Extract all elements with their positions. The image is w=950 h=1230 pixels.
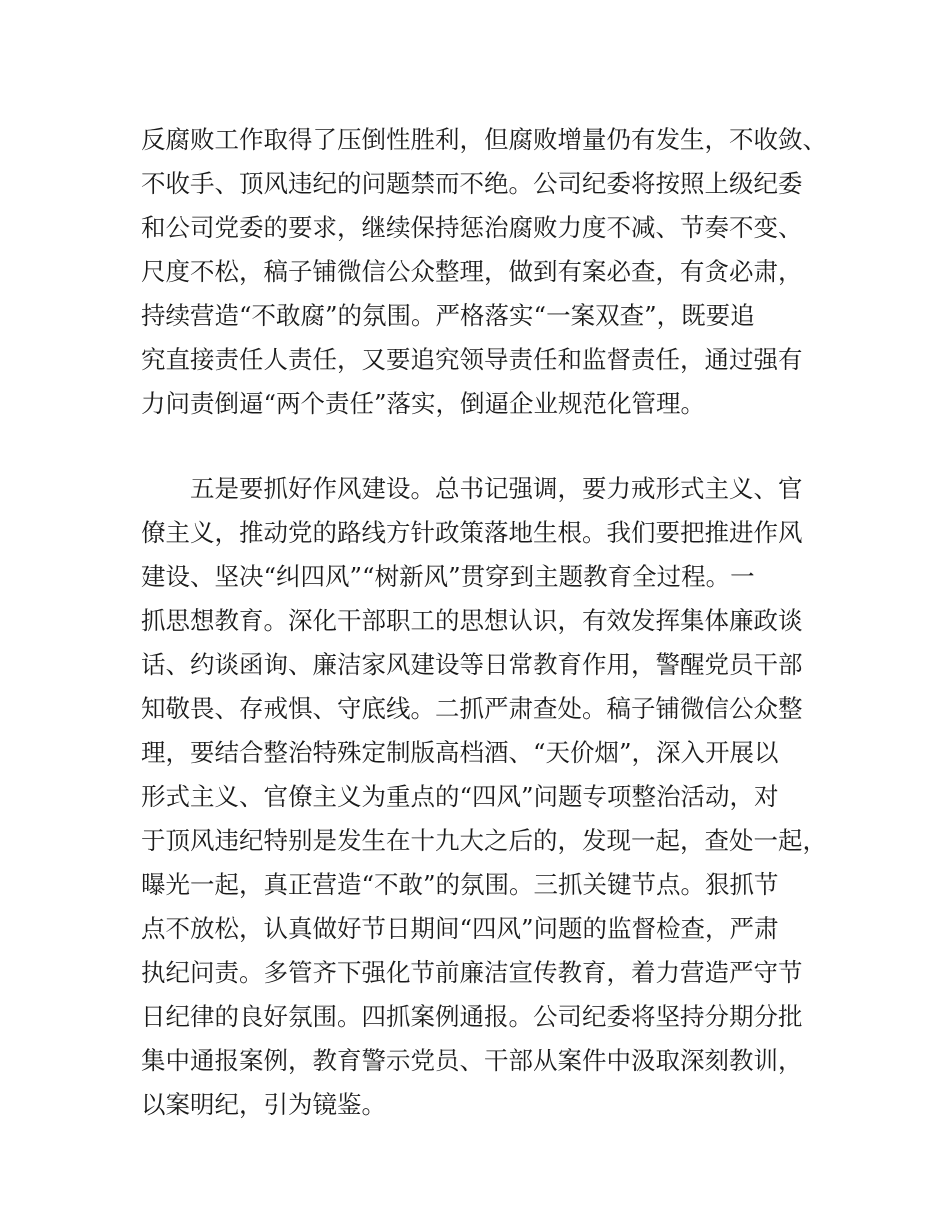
text-line: 五是要抓好作风建设。总书记强调，要力戒形式主义、官 — [190, 474, 803, 503]
text-line: 建设、坚决“纠四风”“树新风”贯穿到主题教育全过程。一 — [141, 562, 755, 591]
text-line: 和公司党委的要求，继续保持惩治腐败力度不减、节奏不变、 — [141, 213, 803, 242]
text-line: 以案明纪，引为镜鉴。 — [141, 1090, 386, 1119]
text-line: 点不放松，认真做好节日期间“四风”问题的监督检查，严肃 — [141, 914, 779, 943]
text-line: 理，要结合整治特殊定制版高档酒、“天价烟”，深入开展以 — [141, 738, 779, 767]
text-line: 抓思想教育。深化干部职工的思想认识，有效发挥集体廉政谈 — [141, 606, 803, 635]
text-line: 持续营造“不敢腐”的氛围。严格落实“一案双查”，既要追 — [141, 301, 755, 330]
text-line: 究直接责任人责任，又要追究领导责任和监督责任，通过强有 — [141, 345, 803, 374]
text-line: 执纪问责。多管齐下强化节前廉洁宣传教育，着力营造严守节 — [141, 958, 803, 987]
text-line: 不收手、顶风违纪的问题禁而不绝。公司纪委将按照上级纪委 — [141, 169, 803, 198]
text-line: 于顶风违纪特别是发生在十九大之后的，发现一起，查处一起， — [141, 826, 827, 855]
text-line: 僚主义，推动党的路线方针政策落地生根。我们要把推进作风 — [141, 518, 803, 547]
text-line: 曝光一起，真正营造“不敢”的氛围。三抓关键节点。狠抓节 — [141, 870, 779, 899]
text-line: 集中通报案例，教育警示党员、干部从案件中汲取深刻教训， — [141, 1046, 803, 1075]
text-line: 日纪律的良好氛围。四抓案例通报。公司纪委将坚持分期分批 — [141, 1002, 803, 1031]
text-line: 力问责倒逼“两个责任”落实，倒逼企业规范化管理。 — [141, 389, 706, 418]
text-line: 话、约谈函询、廉洁家风建设等日常教育作用，警醒党员干部 — [141, 650, 803, 679]
text-line: 形式主义、官僚主义为重点的“四风”问题专项整治活动，对 — [141, 782, 779, 811]
text-line: 知敬畏、存戒惧、守底线。二抓严肃查处。稿子铺微信公众整 — [141, 694, 803, 723]
text-line: 反腐败工作取得了压倒性胜利，但腐败增量仍有发生，不收敛、 — [141, 125, 827, 154]
text-line: 尺度不松，稿子铺微信公众整理，做到有案必查，有贪必肃， — [141, 257, 803, 286]
